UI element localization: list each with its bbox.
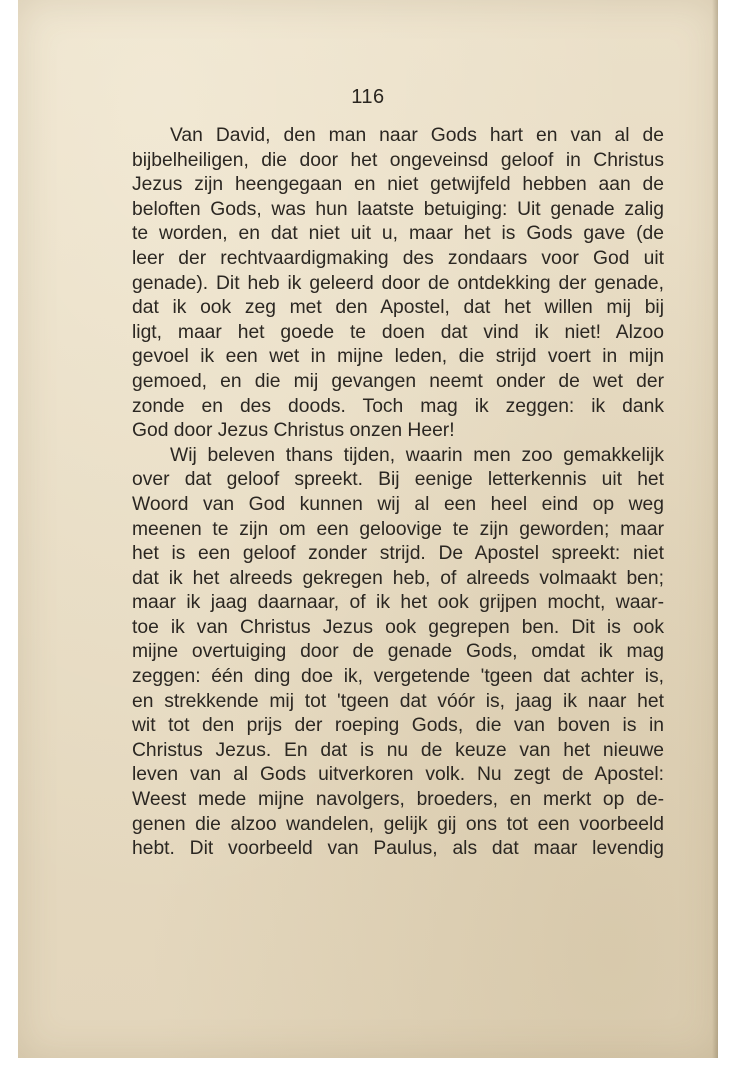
text-line: beloften Gods, was hun laatste betuiging: Uit genade zalig — [132, 198, 664, 220]
text-line: dat ik ook zeg met den Apostel, dat het willen mij bij — [132, 297, 664, 319]
page-number: 116 — [351, 86, 385, 108]
text-line: over dat geloof spreekt. Bij eenige letterkennis uit het — [132, 469, 664, 491]
text-line: te worden, en dat niet uit u, maar het is Gods gave (de — [132, 223, 664, 245]
text-line: zeggen: één ding doe ik, vergetende 'tgeen dat achter is, — [132, 666, 664, 688]
page-edge-shadow — [712, 0, 718, 1058]
text-line: zonde en des doods. Toch mag ik zeggen: ik dank — [132, 395, 664, 417]
text-line: dat ik het alreeds gekregen heb, of alreeds volmaakt ben; — [132, 567, 664, 589]
book-page — [18, 0, 718, 1058]
text-line: gevoel ik een wet in mijne leden, die strijd voert in mijn — [132, 346, 664, 368]
text-line: het is een geloof zonder strijd. De Apostel spreekt: niet — [132, 543, 664, 565]
text-line: en strekkende mij tot 'tgeen dat vóór is, jaag ik naar het — [132, 690, 664, 712]
text-line: Weest mede mijne navolgers, broeders, en merkt op de- — [132, 789, 664, 811]
text-line: Christus Jezus. En dat is nu de keuze van het nieuwe — [132, 739, 664, 761]
text-line: Jezus zijn heengegaan en niet getwijfeld hebben aan de — [132, 174, 664, 196]
text-line: genade). Dit heb ik geleerd door de ontdekking der genade, — [132, 272, 664, 294]
text-line: Woord van God kunnen wij al een heel eind op weg — [132, 493, 664, 515]
text-line: leer der rechtvaardigmaking des zondaars voor God uit — [132, 247, 664, 269]
text-line: toe ik van Christus Jezus ook gegrepen ben. Dit is ook — [132, 616, 664, 638]
text-line: God door Jezus Christus onzen Heer! — [132, 420, 455, 442]
text-line: mijne overtuiging door de genade Gods, omdat ik mag — [132, 641, 664, 663]
text-line: maar ik jaag daarnaar, of ik het ook grijpen mocht, waar- — [132, 592, 664, 614]
text-line: genen die alzoo wandelen, gelijk gij ons tot een voorbeeld — [132, 813, 664, 835]
text-line: Van David, den man naar Gods hart en van al de — [170, 125, 664, 146]
text-line: gemoed, en die mij gevangen neemt onder de wet der — [132, 370, 664, 392]
text-line: bijbelheiligen, die door het ongeveinsd geloof in Christus — [132, 149, 664, 171]
text-line: ligt, maar het goede te doen dat vind ik niet! Alzoo — [132, 321, 664, 343]
text-line: leven van al Gods uitverkoren volk. Nu zegt de Apostel: — [132, 764, 664, 786]
body-text — [132, 124, 664, 862]
text-line: wit tot den prijs der roeping Gods, die van boven is in — [132, 715, 664, 737]
text-line: Wij beleven thans tijden, waarin men zoo gemakkelijk — [170, 444, 664, 466]
text-line: hebt. Dit voorbeeld van Paulus, als dat maar levendig — [132, 838, 664, 860]
text-line: meenen te zijn om een geloovige te zijn geworden; maar — [132, 518, 664, 540]
